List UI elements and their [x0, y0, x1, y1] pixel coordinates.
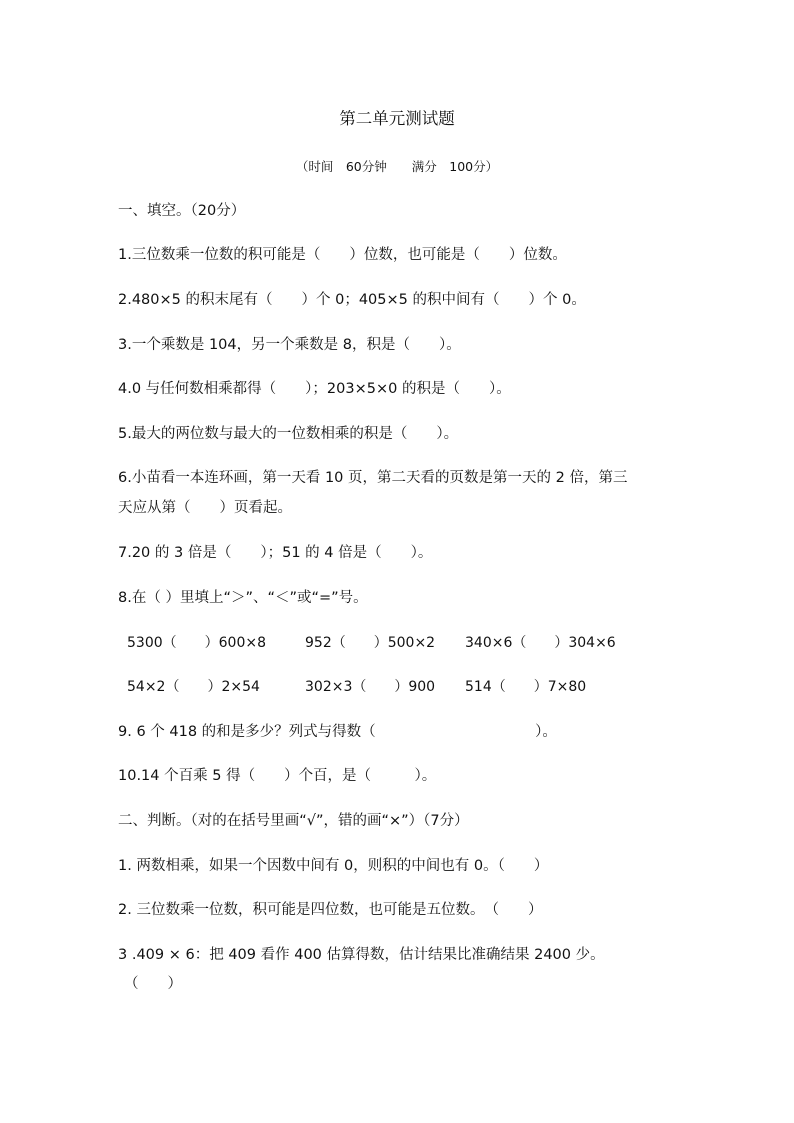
comparison-item: 54×2（ ）2×54 — [127, 679, 260, 695]
comparison-item: 302×3（ ）900 — [305, 679, 436, 695]
question-5: 5.最大的两位数与最大的一位数相乘的积是（ ）。 — [118, 426, 459, 442]
question-7: 7.20 的 3 倍是（ ）；51 的 4 倍是（ ）。 — [118, 545, 433, 561]
question-9: 9. 6 个 418 的和是多少？列式与得数（ ）。 — [118, 724, 557, 740]
page-title: 第二单元测试题 — [339, 109, 455, 128]
comparison-item: 340×6（ ）304×6 — [465, 635, 616, 651]
question-6-line-2: 天应从第（ ）页看起。 — [118, 500, 292, 516]
question-2: 2.480×5 的积末尾有（ ）个 0；405×5 的积中间有（ ）个 0。 — [118, 292, 586, 308]
comparison-item: 5300（ ）600×8 — [127, 635, 266, 651]
judgment-1: 1. 两数相乘，如果一个因数中间有 0，则积的中间也有 0。（ ） — [118, 858, 549, 874]
exam-info: （时间 60分钟 满分 100分） — [295, 159, 499, 174]
comparison-item: 514（ ）7×80 — [465, 679, 587, 695]
judgment-3-line-1: 3 .409 × 6：把 409 看作 400 估算得数，估计结果比准确结果 2400 少。 — [118, 947, 605, 963]
question-6-line-1: 6.小苗看一本连环画，第一天看 10 页，第二天看的页数是第一天的 2 倍，第三 — [118, 470, 628, 486]
question-1: 1.三位数乘一位数的积可能是（ ）位数，也可能是（ ）位数。 — [118, 247, 567, 263]
section-heading-fill-blank: 一、填空。（20分） — [118, 203, 246, 219]
section-heading-true-false: 二、判断。（对的在括号里画“√”，错的画“×”）（7分） — [118, 813, 469, 829]
question-10: 10.14 个百乘 5 得（ ）个百，是（ ）。 — [118, 768, 437, 784]
question-4: 4.0 与任何数相乘都得（ ）；203×5×0 的积是（ ）。 — [118, 381, 511, 397]
comparison-item: 952（ ）500×2 — [305, 635, 436, 651]
judgment-2: 2. 三位数乘一位数，积可能是四位数，也可能是五位数。 （ ） — [118, 902, 543, 918]
question-8: 8.在（ ）里填上“＞”、“＜”或“=”号。 — [118, 590, 368, 606]
question-3: 3.一个乘数是 104，另一个乘数是 8，积是（ ）。 — [118, 337, 461, 353]
judgment-3-line-2: （ ） — [124, 976, 182, 992]
